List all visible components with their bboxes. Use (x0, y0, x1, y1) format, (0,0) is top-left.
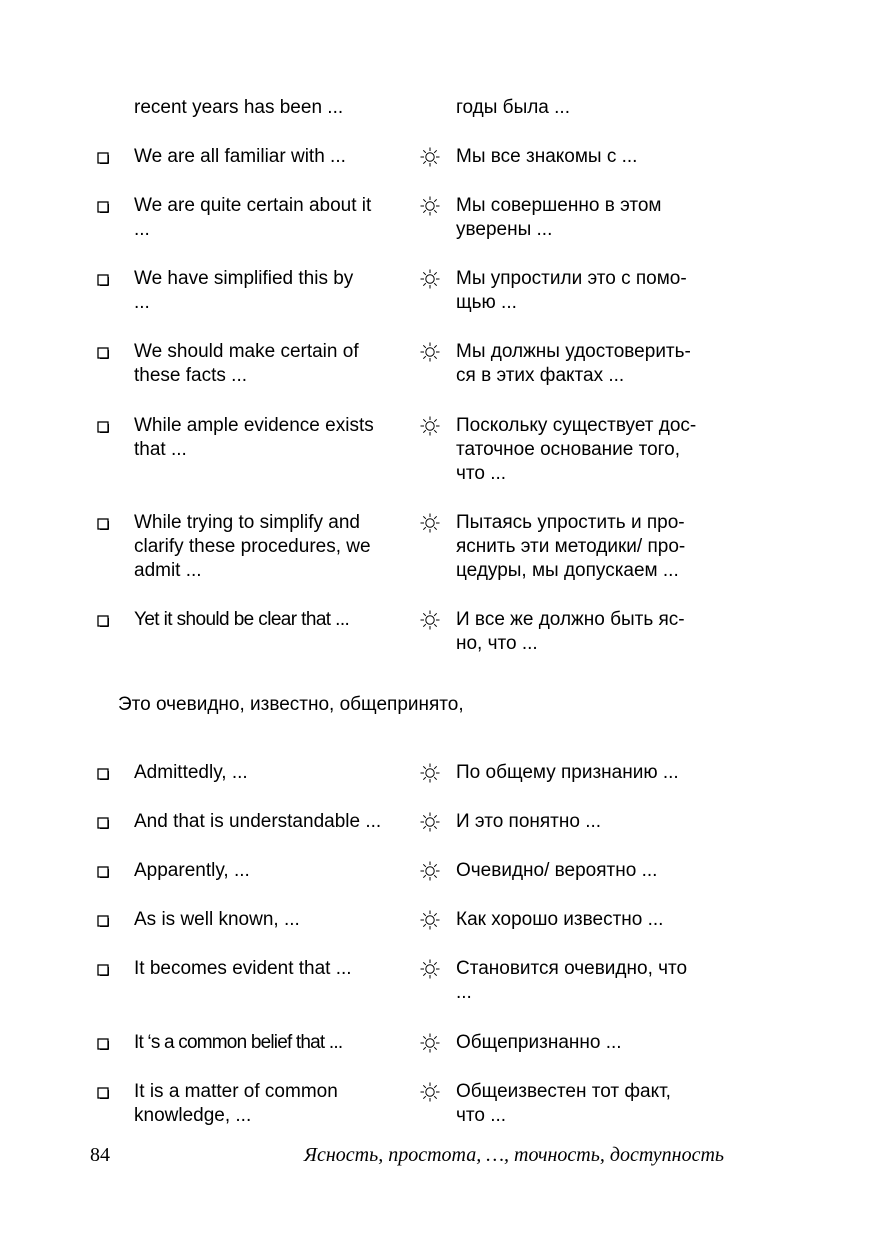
phrase-en: We are all familiar with ... (134, 146, 346, 167)
checkbox-icon (97, 915, 109, 927)
phrase-ru: Общепризнанно ... (456, 1032, 622, 1053)
phrase-ru: Как хорошо известно ... (456, 909, 664, 930)
phrase-en: We have simplified this by ... (134, 268, 354, 313)
continuation-en: recent years has been ... (134, 97, 344, 118)
phrase-en: Apparently, ... (134, 860, 250, 881)
sun-icon (419, 811, 441, 833)
checkbox-icon (97, 347, 109, 359)
checkbox-icon (97, 768, 109, 780)
phrase-en: It becomes evident that ... (134, 958, 352, 979)
running-title: Ясность, простота, …, точность, доступность (303, 1144, 724, 1166)
checkbox-icon (97, 964, 109, 976)
checkbox-icon (97, 1038, 109, 1050)
checkbox-icon (97, 1087, 109, 1099)
sun-icon (419, 1032, 441, 1054)
checkbox-icon (97, 274, 109, 286)
page-number: 84 (90, 1144, 110, 1166)
phrase-ru: Очевидно/ вероятно ... (456, 860, 658, 881)
checkbox-icon (97, 152, 109, 164)
sun-icon (419, 762, 441, 784)
sun-icon (419, 195, 441, 217)
phrase-en: We are quite certain about it ... (134, 195, 372, 240)
checkbox-icon (97, 201, 109, 213)
sun-icon (419, 958, 441, 980)
sun-icon (419, 146, 441, 168)
phrase-ru: Становится очевидно, что ... (456, 958, 688, 1003)
phrase-en: It is a matter of common knowledge, ... (134, 1081, 338, 1126)
sun-icon (419, 909, 441, 931)
phrase-ru: Мы должны удостоверить- ся в этих фактах ... (456, 341, 691, 386)
sun-icon (419, 860, 441, 882)
phrase-en: While trying to simplify and clarify these procedures, we admit ... (134, 512, 371, 581)
checkbox-icon (97, 421, 109, 433)
checkbox-icon (97, 817, 109, 829)
sun-icon (419, 1081, 441, 1103)
phrase-ru: Мы совершенно в этом уверены ... (456, 195, 662, 240)
sun-icon (419, 512, 441, 534)
sun-icon (419, 268, 441, 290)
phrase-en: While ample evidence exists that ... (134, 415, 374, 460)
checkbox-icon (97, 866, 109, 878)
phrase-en: Admittedly, ... (134, 762, 248, 783)
phrase-en: Yet it should be clear that ... (134, 609, 350, 630)
checkbox-icon (97, 615, 109, 627)
phrase-en: We should make certain of these facts ... (134, 341, 359, 386)
phrase-ru: Общеизвестен тот факт, что ... (456, 1081, 671, 1126)
phrase-en: And that is understandable ... (134, 811, 382, 832)
sun-icon (419, 415, 441, 437)
checkbox-icon (97, 518, 109, 530)
continuation-ru: годы была ... (456, 97, 570, 118)
phrase-ru: Мы упростили это с помо- щью ... (456, 268, 687, 313)
sun-icon (419, 609, 441, 631)
section-heading: Это очевидно, известно, общепринято, (118, 694, 464, 715)
phrase-ru: По общему признанию ... (456, 762, 679, 783)
phrase-ru: Поскольку существует дос- таточное основание того, что ... (456, 415, 697, 484)
phrase-ru: И это понятно ... (456, 811, 602, 832)
phrase-ru: Пытаясь упростить и про- яснить эти методики/ про- цедуры, мы допускаем ... (456, 512, 686, 581)
phrase-ru: И все же должно быть яс- но, что ... (456, 609, 685, 654)
phrase-en: It ‘s a common belief that ... (134, 1032, 343, 1053)
sun-icon (419, 341, 441, 363)
phrase-ru: Мы все знакомы с ... (456, 146, 638, 167)
phrase-en: As is well known, ... (134, 909, 300, 930)
